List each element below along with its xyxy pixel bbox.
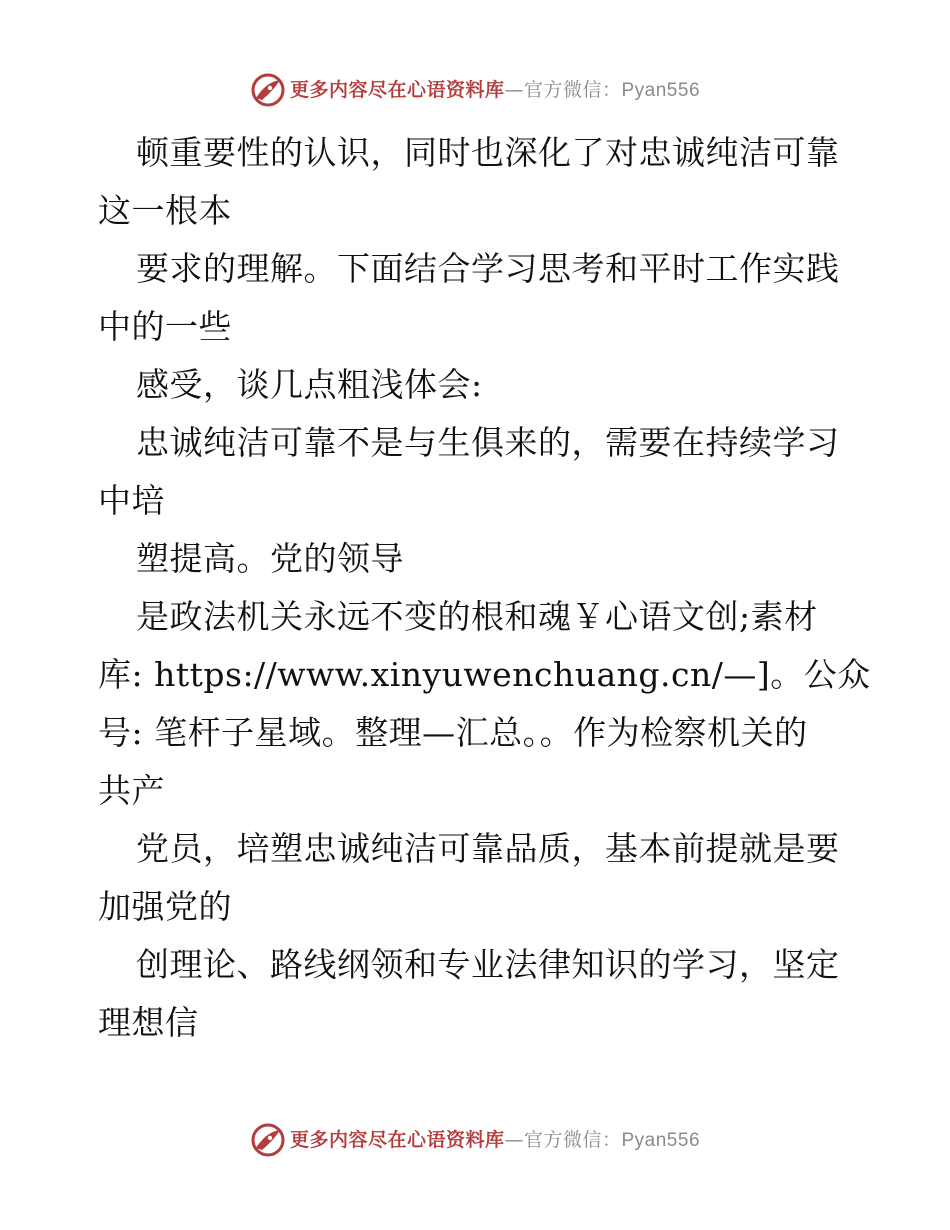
text-line: 党员，培塑忠诚纯洁可靠品质，基本前提就是要 bbox=[136, 829, 840, 868]
text-line: 中的一些 bbox=[98, 307, 232, 346]
text-line: 是政法机关永远不变的根和魂￥心语文创;素材 bbox=[136, 597, 818, 636]
banner-wechat-id: Pyan556 bbox=[621, 79, 701, 101]
banner-wechat-label: 官方微信： bbox=[523, 78, 622, 101]
footer-banner bbox=[0, 1120, 950, 1160]
text-line: 顿重要性的认识，同时也深化了对忠诚纯洁可靠 bbox=[136, 133, 840, 172]
pen-nib-logo-icon bbox=[250, 72, 286, 108]
text-line: 理想信 bbox=[98, 1003, 199, 1042]
text-line: 这一根本 bbox=[98, 191, 232, 230]
banner-brand-text: 更多内容尽在心语资料库 bbox=[289, 1128, 505, 1151]
document-body bbox=[98, 124, 871, 1052]
pen-nib-logo-icon bbox=[250, 1122, 286, 1158]
text-line: 忠诚纯洁可靠不是与生俱来的，需要在持续学习 bbox=[136, 423, 840, 462]
banner-wechat-id: Pyan556 bbox=[621, 1129, 701, 1151]
text-line: 感受，谈几点粗浅体会: bbox=[136, 365, 483, 404]
banner-dash: — bbox=[504, 1128, 524, 1151]
text-line: 中培 bbox=[98, 481, 165, 520]
text-line: 创理论、路线纲领和专业法律知识的学习，坚定 bbox=[136, 945, 840, 984]
text-line: 加强党的 bbox=[98, 887, 232, 926]
text-line: 号: 笔杆子星域。整理—汇总。。作为检察机关的 bbox=[98, 713, 808, 752]
text-line: 共产 bbox=[98, 771, 165, 810]
header-banner bbox=[0, 70, 950, 110]
text-line: 塑提高。党的领导 bbox=[136, 539, 404, 578]
banner-brand-text: 更多内容尽在心语资料库 bbox=[289, 78, 505, 101]
text-line: 要求的理解。下面结合学习思考和平时工作实践 bbox=[136, 249, 840, 288]
banner-dash: — bbox=[504, 78, 524, 101]
text-line: 库: https://www.xinyuwenchuang.cn/—]。公众 bbox=[98, 655, 871, 694]
banner-wechat-label: 官方微信： bbox=[523, 1128, 622, 1151]
